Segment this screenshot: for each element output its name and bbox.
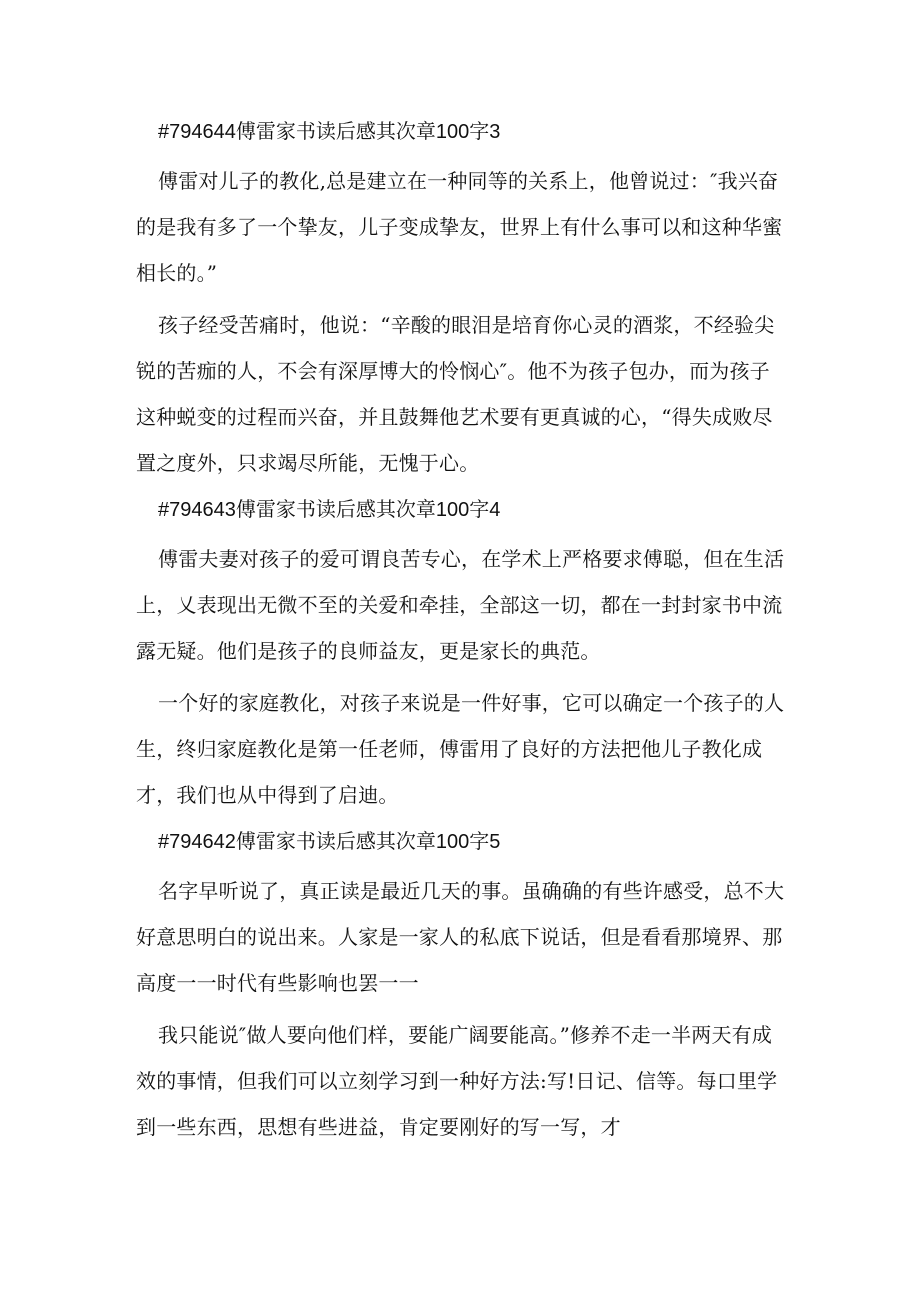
section-heading: #794643傅雷家书读后感其次章100字4 bbox=[158, 499, 501, 521]
paragraph: 名字早听说了，真正读是最近几天的事。虽确确的有些许感受，总不大好意思明白的说出来。人家是一家人的私底下说话，但是看看那境界、那高度一一时代有些影响也罢一一 bbox=[136, 879, 785, 995]
paragraph: 孩子经受苦痛时，他说：“辛酸的眼泪是培育你心灵的酒浆，不经验尖锐的苦痂的人，不会有深厚博大的怜悯心″。他不为孩子包办，而为孩子这种蜕变的过程而兴奋，并且鼓舞他艺术要有更真诚的心，“得失成败尽置之度外，只求竭尽所能，无愧于心。 bbox=[136, 313, 775, 475]
section-heading: #794642傅雷家书读后感其次章100字5 bbox=[158, 831, 501, 853]
section-heading: #794644傅雷家书读后感其次章100字3 bbox=[158, 121, 501, 143]
document-body bbox=[136, 114, 786, 1156]
paragraph: 傅雷对儿子的教化,总是建立在一种同等的关系上，他曾说过：″我兴奋的是我有多了一个挚友，儿子变成挚友，世界上有什么事可以和这种华蜜相长的。” bbox=[136, 169, 783, 285]
paragraph: 我只能说″做人要向他们样，要能广阔要能高。”修养不走一半两天有成效的事情，但我们可以立刻学习到一种好方法:写!日记、信等。每口里学到一些东西，思想有些进益，肯定要刚好的写一写，才 bbox=[136, 1023, 778, 1139]
paragraph: 傅雷夫妻对孩子的爱可谓良苦专心，在学术上严格要求傅聪，但在生活上，乂表现出无微不至的关爱和牵挂，全部这一切，都在一封封家书中流露无疑。他们是孩子的良师益友，更是家长的典范。 bbox=[136, 547, 785, 663]
paragraph: 一个好的家庭教化，对孩子来说是一件好事，它可以确定一个孩子的人生，终归家庭教化是第一任老师，傅雷用了良好的方法把他儿子教化成才，我们也从中得到了启迪。 bbox=[136, 691, 785, 807]
